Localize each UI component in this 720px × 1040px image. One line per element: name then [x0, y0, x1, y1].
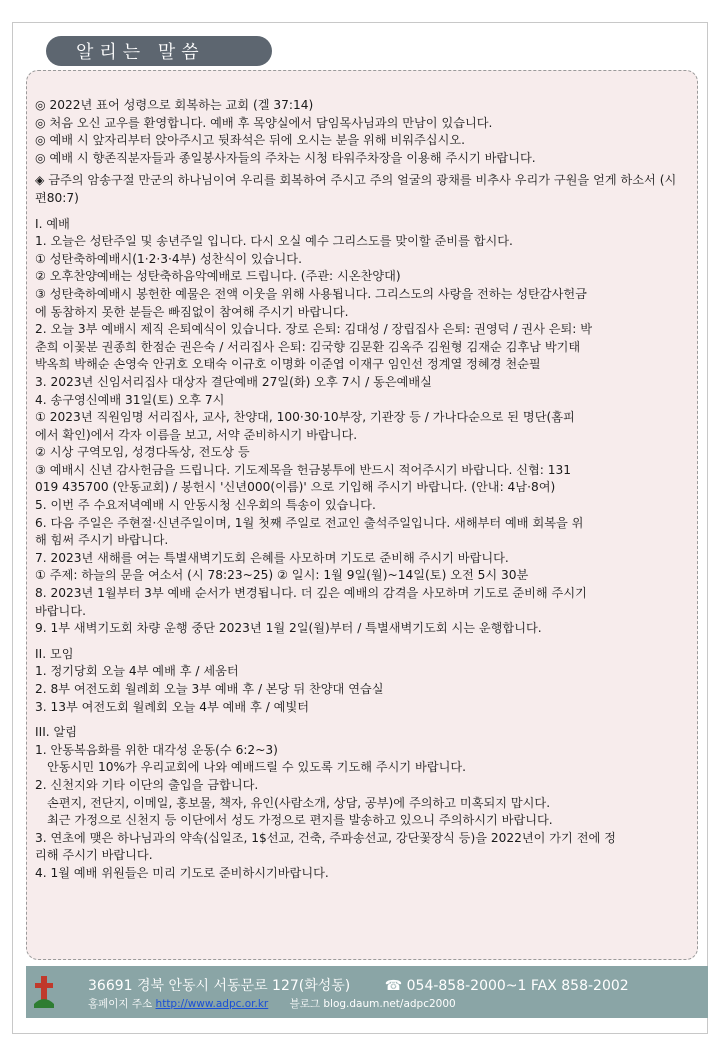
notice-line: 7. 2023년 새해를 여는 특별새벽기도회 은혜를 사모하며 기도로 준비해 주시기 바랍니다.: [35, 550, 509, 565]
notice-line: 에 동참하지 못한 분들은 빠짐없이 참여해 주시기 바랍니다.: [35, 304, 349, 319]
notice-line: ① 성탄축하예배시(1·2·3·4부) 성찬식이 있습니다.: [35, 251, 302, 266]
memory-verse: ◈ 금주의 암송구절 만군의 하나님이여 우리를 회복하여 주시고 주의 얼굴의 광채를 비추사 우리가 구원을 얻게 하소서 (시편80:7): [35, 173, 677, 205]
notice-line: 최근 가정으로 신천지 등 이단에서 성도 가정으로 편지를 발송하고 있으니 주의하시기 바랍니다.: [47, 813, 553, 828]
notice-line: 1. 정기당회 오늘 4부 예배 후 / 세움터: [35, 664, 239, 679]
notice-line: 3. 연초에 맺은 하나님과의 약속(십일조, 1$선교, 건축, 주파송선교, 강단꽃장식 등)을 2022년이 가기 전에 정: [35, 830, 616, 845]
notice-line: 리해 주시기 바랍니다.: [35, 848, 153, 863]
notice-line: 2. 신천지와 기타 이단의 출입을 금합니다.: [35, 777, 259, 792]
notice-line: ① 2023년 직원임명 서리집사, 교사, 찬양대, 100·30·10부장, 기관장 등 / 가나다순으로 된 명단(홈피: [35, 410, 575, 425]
notice-line: ③ 예배시 신년 감사헌금을 드립니다. 기도제목을 헌금봉투에 반드시 적어주시기 바랍니다. 신협: 131: [35, 462, 572, 477]
notice-line: 1. 안동복음화를 위한 대각성 운동(수 6:2~3): [35, 742, 278, 757]
blog-address: 블로그 blog.daum.net/adpc2000: [289, 998, 456, 1010]
notice-line: 8. 2023년 1월부터 3부 예배 순서가 변경됩니다. 더 깊은 예배의 감격을 사모하며 기도로 준비해 주시기: [35, 586, 587, 601]
notice-line: 1. 오늘은 성탄주일 및 송년주일 입니다. 다시 오실 예수 그리스도를 맞이할 준비를 합시다.: [35, 234, 513, 249]
church-cross-logo-icon: [32, 974, 56, 1010]
section-meetings: [35, 646, 687, 716]
notice-line: 3. 13부 여전도회 월례회 오늘 4부 예배 후 / 예빛터: [35, 699, 310, 714]
footer-contact: [88, 975, 629, 995]
intro-section: [35, 97, 687, 167]
notice-line: 5. 이번 주 수요저녁예배 시 안동시청 신우회의 특송이 있습니다.: [35, 498, 376, 513]
footer-phone: ☎ 054-858-2000~1 FAX 858-2002: [384, 978, 629, 994]
section-heading: I. 예배: [35, 216, 70, 231]
notice-line: 4. 송구영신예배 31일(토) 오후 7시: [35, 392, 225, 407]
notice-line: ③ 성탄축하예배시 봉헌한 예물은 전액 이웃을 위해 사용됩니다. 그리스도의 사랑을 전하는 성탄감사헌금: [35, 286, 587, 301]
intro-line: ◎ 예배 시 향존직분자들과 종일봉사자들의 주차는 시청 타워주차장을 이용해 주시기 바랍니다.: [35, 150, 536, 165]
notice-line: 해 힘써 주시기 바랍니다.: [35, 533, 169, 548]
notice-line: 바랍니다.: [35, 603, 86, 618]
notice-line: 2. 8부 여전도회 월례회 오늘 3부 예배 후 / 본당 뒤 찬양대 연습실: [35, 682, 384, 696]
homepage-link[interactable]: http://www.adpc.or.kr: [155, 998, 269, 1010]
notice-line: 4. 1월 예배 위원들은 미리 기도로 준비하시기바랍니다.: [35, 865, 329, 880]
section-heading: II. 모임: [35, 646, 74, 661]
section-announcements: [35, 724, 687, 882]
intro-line: ◎ 처음 오신 교우를 환영합니다. 예배 후 목양실에서 담임목사님과의 만남이 있습니다.: [35, 115, 493, 130]
footer-links: [88, 996, 456, 1011]
notice-line: ① 주제: 하늘의 문을 여소서 (시 78:23~25) ② 일시: 1월 9일(월)~14일(토) 오전 5시 30분: [35, 568, 529, 583]
section-heading: III. 알림: [35, 725, 78, 740]
notice-line: 6. 다음 주일은 주현절·신년주일이며, 1월 첫째 주일로 전교인 출석주일입니다. 새해부터 예배 회복을 위: [35, 515, 584, 530]
homepage-label: 홈페이지 주소: [88, 998, 153, 1010]
page-title: 알리는 말씀: [46, 36, 272, 66]
notice-line: ② 오후찬양예배는 성탄축하음악예배로 드립니다. (주관: 시온찬양대): [35, 269, 401, 284]
notice-line: 9. 1부 새벽기도회 차량 운행 중단 2023년 1월 2일(월)부터 / 특별새벽기도회 시는 운행합니다.: [35, 621, 542, 636]
notice-line: 박옥희 박해순 손영숙 안귀호 오태숙 이규호 이명화 이준엽 이재구 임인선 정계열 정혜경 천순필: [35, 357, 541, 372]
notice-line: 2. 오늘 3부 예배시 제직 은퇴예식이 있습니다. 장로 은퇴: 김대성 / 장립집사 은퇴: 권영덕 / 권사 은퇴: 박: [35, 322, 593, 337]
notice-panel: [26, 70, 698, 960]
notice-line: 019 435700 (안동교회) / 봉헌시 '신년000(이름)' 으로 기입해 주시기 바랍니다. (안내: 4남·8여): [35, 480, 556, 495]
intro-line: ◎ 예배 시 앞자리부터 앉아주시고 뒷좌석은 뒤에 오시는 분을 위해 비워주십시오.: [35, 133, 465, 148]
notice-line: 3. 2023년 신임서리집사 대상자 결단예배 27일(화) 오후 7시 / 동은예배실: [35, 374, 432, 389]
intro-line: ◎ 2022년 표어 성령으로 회복하는 교회 (겔 37:14): [35, 98, 314, 112]
notice-line: ② 시상 구역모임, 성경다독상, 전도상 등: [35, 445, 250, 460]
footer-address: 36691 경북 안동시 서동문로 127(화성동): [88, 978, 351, 994]
notice-line: 손편지, 전단지, 이메일, 홍보물, 책자, 유인(사람소개, 상담, 공부)에 주의하고 미혹되지 맙시다.: [47, 795, 551, 810]
notice-line: 에서 확인)에서 각자 이름을 보고, 서약 준비하시기 바랍니다.: [35, 427, 358, 442]
notice-line: 춘희 이꽃분 권종희 한점순 권은숙 / 서리집사 은퇴: 김국향 김문환 김옥주 김원형 김재순 김후남 박기태: [35, 339, 581, 354]
notice-line: 안동시민 10%가 우리교회에 나와 예배드릴 수 있도록 기도해 주시기 바랍니다.: [47, 760, 467, 775]
section-worship: [35, 216, 687, 638]
